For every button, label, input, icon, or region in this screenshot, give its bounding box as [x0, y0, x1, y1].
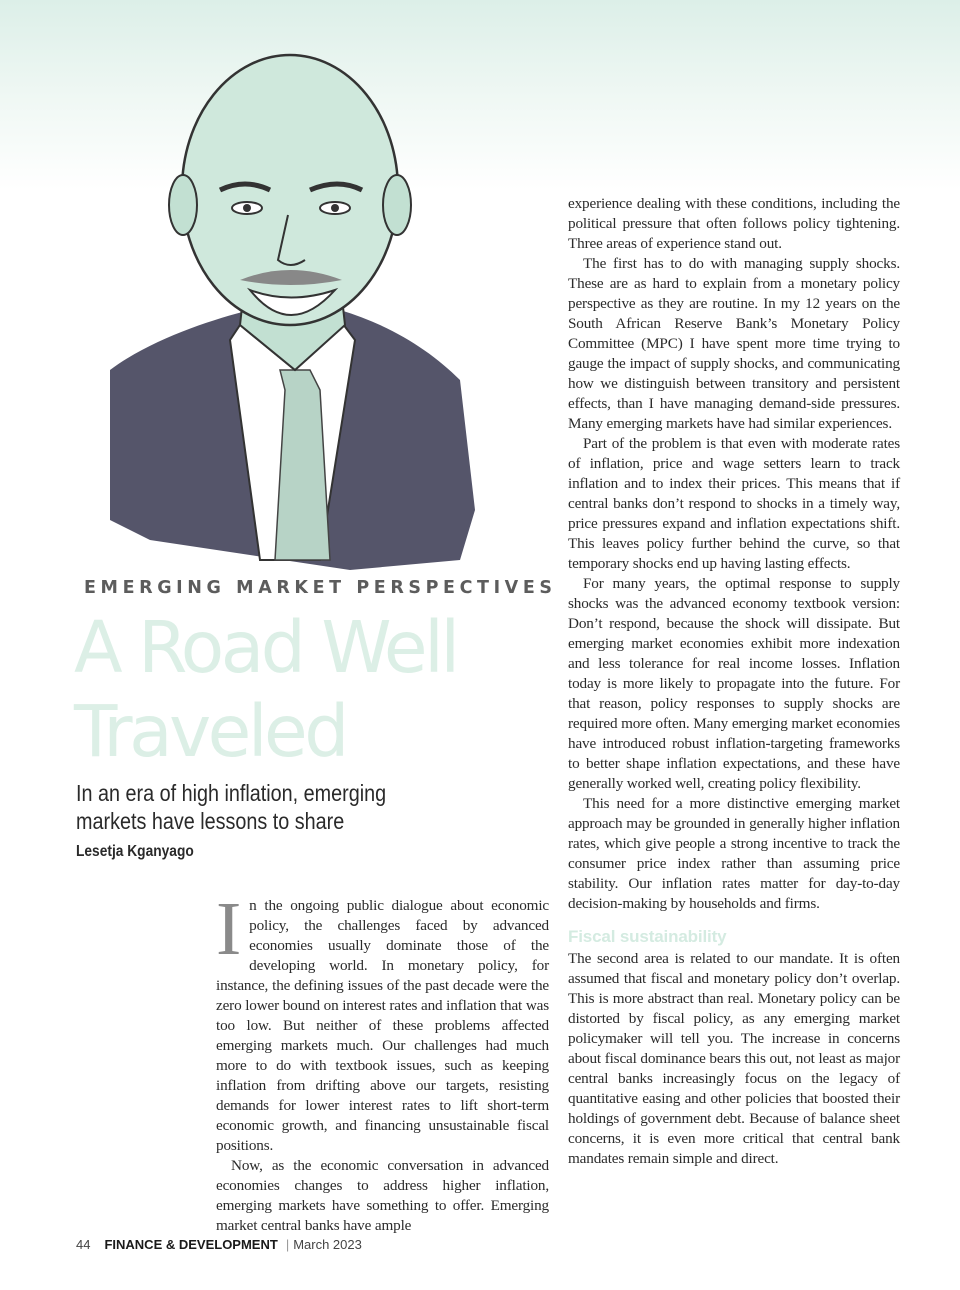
article-paragraph: In the ongoing public dialogue about economic policy, the challenges faced by advanced economies usually dominate those of the developing world. In monetary policy, for instance, the defining issues of the past decade were the zero lower bound on interest rates and inflation that was too low. But neither of these problems affected emerging markets much. Our challenges had much more to do with textbook issues, such as keeping inflation from drifting above our targets, resisting demands for lower interest rates to lift short-term economic growth, and financing unsustainable fiscal positions.: [216, 887, 549, 1154]
headline-line-2: Traveled: [74, 690, 346, 773]
publication-name: FINANCE & DEVELOPMENT: [104, 1237, 278, 1252]
article-column-2: [568, 194, 900, 1169]
article-column-1: [216, 887, 549, 1236]
article-paragraph: This need for a more distinctive emerging market approach may be grounded in generally higher inflation rates, which give people a strong incentive to track the consumer price index rather than assuming price stability. Our inflation rates matter for day-to-day decision-making by households and firms.: [568, 795, 900, 912]
article-paragraph: Now, as the economic conversation in advanced economies changes to address higher inflation, emerging markets have something to offer. Emerging market central banks have ample: [216, 1157, 549, 1234]
article-paragraph: Part of the problem is that even with moderate rates of inflation, price and wage setters learn to track inflation and to index their prices. This means that if central banks don’t respond to shocks in a timely way, price pressures expand and inflation expectations shift. This leaves policy further behind the curve, so that temporary shocks end up having lasting effects.: [568, 435, 900, 572]
article-paragraph: The first has to do with managing supply shocks. These are as hard to explain from a monetary policy perspective as they are routine. In my 12 years on the South African Reserve Bank’s Monetary Policy Committee (MPC) I have spent more time trying to gauge the impact of supply shocks, and communicating how we distinguish between transitory and persistent effects, than I have managing demand-side pressures. Many emerging markets have had similar experiences.: [568, 255, 900, 432]
author-byline: Lesetja Kganyago: [76, 843, 194, 860]
section-heading: Fiscal sustainability: [568, 927, 727, 946]
issue-date: March 2023: [293, 1237, 362, 1252]
footer-separator: |: [285, 1237, 290, 1252]
article-headline: [74, 606, 544, 774]
drop-cap: I: [216, 887, 242, 971]
headline-line-1: A Road Well: [74, 606, 457, 689]
article-paragraph: experience dealing with these conditions, including the political pressure that often follows policy tightening. Three areas of experience stand out.: [568, 195, 900, 252]
article-paragraph: For many years, the optimal response to supply shocks was the advanced economy textbook version: Don’t respond, because the shock will dissipate. But emerging market economies exhibit more indexation and less tolerance for real income losses. Inflation today is more likely to propagate into the future. For that reason, policy responses to supply shocks are required more often. Many emerging market economies have introduced robust inflation-targeting frameworks to better shape inflation expectations, and these have generally worked well, creating policy flexibility.: [568, 575, 900, 792]
article-subhead: In an era of high inflation, emerging markets have lessons to share: [76, 780, 387, 834]
article-paragraph: The second area is related to our mandate. It is often assumed that fiscal and monetary policy don’t overlap. This is more abstract than real. Monetary policy can be distorted by fiscal policy, as any emerging market policymaker will tell you. The increase in concerns about fiscal dominance bears this out, not least as major central banks increasingly focus on the legacy of quantitative easing and other policies that boosted their holdings of government debt. Because of balance sheet concerns, it is even more critical that central bank mandates remain simple and direct.: [568, 950, 900, 1167]
page-footer: [76, 1237, 362, 1252]
section-kicker: EMERGING MARKET PERSPECTIVES: [84, 578, 557, 598]
page-number: 44: [76, 1237, 91, 1252]
author-portrait-illustration: [90, 40, 480, 570]
